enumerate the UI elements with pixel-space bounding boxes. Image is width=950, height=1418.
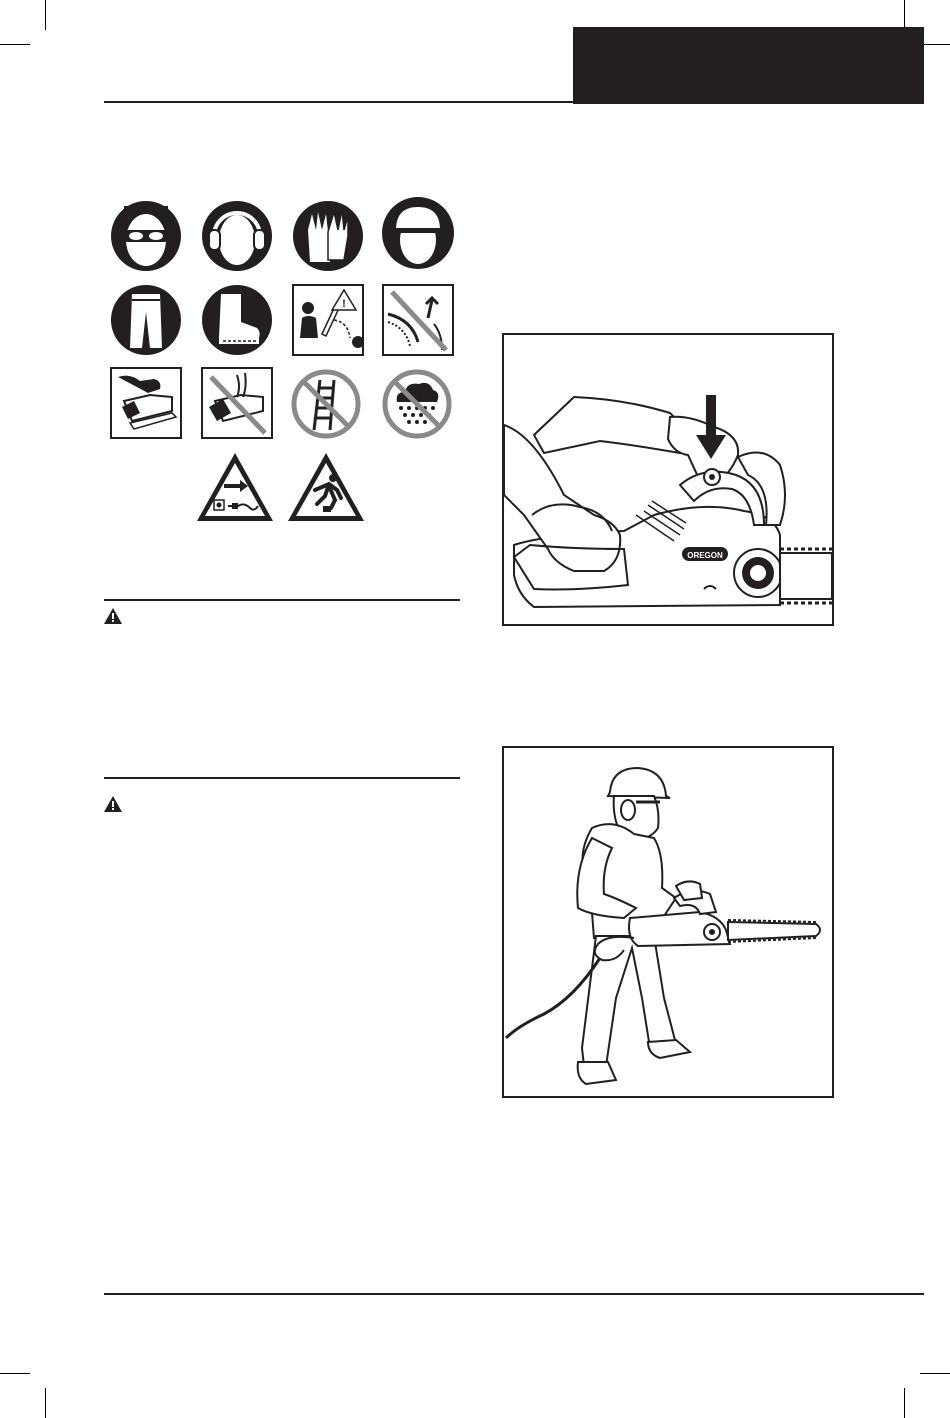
no-rain-icon — [381, 368, 453, 440]
trip-hazard-triangle-icon — [285, 450, 367, 524]
protective-trousers-icon — [110, 284, 182, 356]
two-hand-grip-icon — [110, 367, 182, 439]
crop-mark — [0, 1373, 30, 1374]
warning-rule — [104, 777, 460, 779]
warning-rule — [104, 599, 460, 601]
crop-mark — [920, 1373, 950, 1374]
header-rule — [104, 101, 574, 103]
no-one-hand-icon — [201, 367, 273, 439]
warning-triangle-icon — [103, 607, 123, 625]
crop-mark — [45, 1388, 46, 1418]
crop-mark — [904, 1388, 905, 1418]
eye-protection-icon — [110, 200, 182, 272]
gloves-icon — [292, 200, 364, 272]
figure-lock-off-button — [502, 333, 834, 626]
oregon-brand-mark: OREGON — [687, 551, 723, 560]
crop-mark — [0, 44, 30, 45]
crop-mark — [920, 44, 950, 45]
unplug-warning-triangle-icon — [194, 450, 276, 524]
chainsaw-lock-off-illustration — [504, 335, 832, 624]
operator-stance-illustration — [504, 748, 832, 1096]
svg-text:!: ! — [342, 298, 346, 310]
no-kickback-icon — [382, 284, 454, 356]
header-tab — [573, 27, 924, 104]
warning-triangle-icon — [103, 795, 123, 813]
crop-mark — [904, 0, 905, 30]
read-manual-warning-icon — [292, 284, 364, 356]
no-ladder-icon — [290, 368, 362, 440]
footer-rule — [104, 1293, 924, 1295]
crop-mark — [45, 0, 46, 30]
safety-boot-icon — [201, 284, 273, 356]
ear-protection-icon — [201, 200, 273, 272]
hard-hat-icon — [381, 196, 455, 270]
figure-operating-stance — [502, 746, 834, 1098]
